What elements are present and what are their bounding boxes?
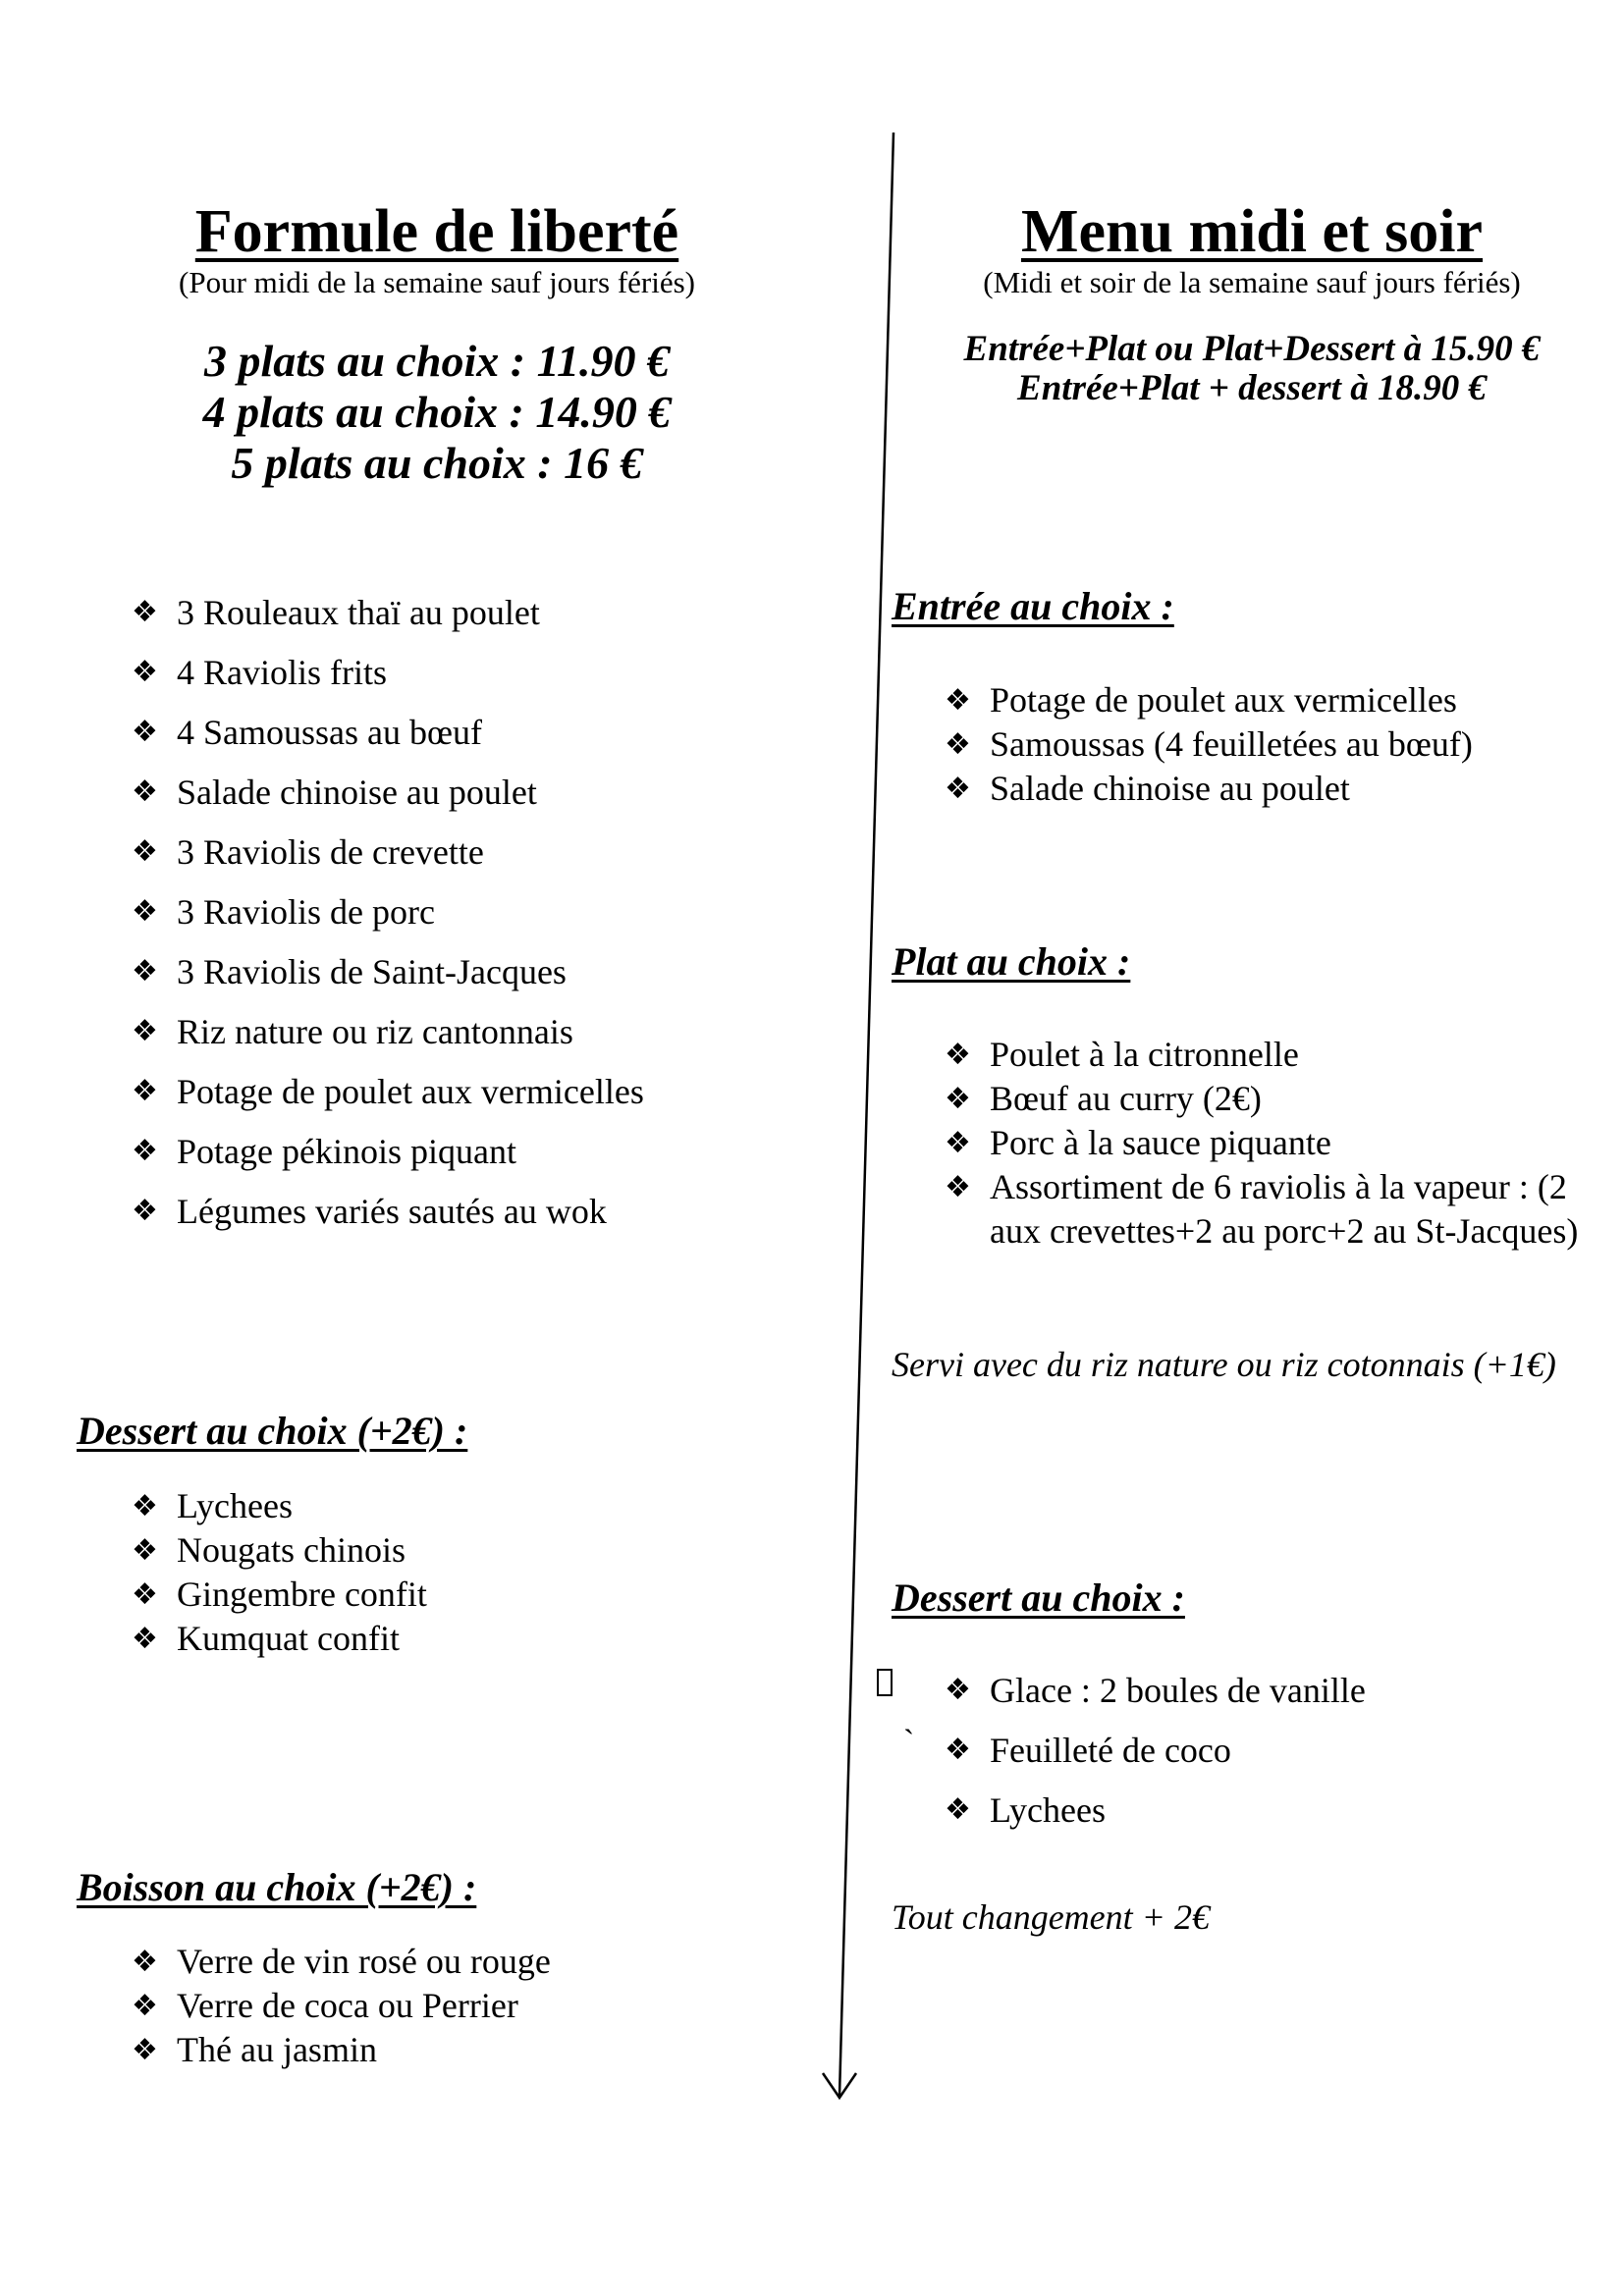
- bullet-icon: ❖: [132, 655, 158, 689]
- list-item: ❖ Kumquat confit: [132, 1617, 427, 1661]
- left-title: Formule de liberté: [194, 198, 679, 265]
- list-item: ❖ Salade chinoise au poulet: [945, 767, 1473, 811]
- bullet-icon: ❖: [132, 1577, 158, 1612]
- right-dessert-list: [945, 1671, 1366, 1850]
- bullet-icon: ❖: [132, 774, 158, 809]
- list-item: ❖ Riz nature ou riz cantonnais: [132, 1012, 573, 1051]
- bullet-icon: ❖: [132, 1194, 158, 1228]
- bullet-icon: ❖: [132, 1014, 158, 1048]
- list-item: ❖ Légumes variés sautés au wok: [132, 1192, 607, 1231]
- bullet-icon: ❖: [945, 683, 971, 718]
- list-item: ❖ Verre de vin rosé ou rouge: [132, 1940, 551, 1984]
- list-item: ❖ Samoussas (4 feuilletées au bœuf): [945, 722, 1473, 767]
- right-prices: [913, 330, 1591, 408]
- bullet-icon: ❖: [945, 1733, 971, 1767]
- bullet-icon: ❖: [132, 1134, 158, 1168]
- right-dessert-heading: Dessert au choix :: [892, 1575, 1185, 1620]
- left-dessert-list: [132, 1484, 427, 1661]
- list-item: ❖ Porc à la sauce piquante: [945, 1121, 1593, 1165]
- left-boisson-heading: Boisson au choix (+2€) :: [77, 1865, 477, 1909]
- bullet-icon: ❖: [945, 1792, 971, 1827]
- price-line: 3 plats au choix : 11.90 €: [203, 336, 671, 386]
- left-boisson-list: [132, 1940, 551, 2072]
- bullet-icon: ❖: [132, 1489, 158, 1523]
- bullet-icon: ❖: [132, 954, 158, 988]
- left-menu-list: [132, 593, 644, 1252]
- list-item: ❖ Bœuf au curry (2€): [945, 1077, 1593, 1121]
- bullet-icon: ❖: [945, 1673, 971, 1707]
- bullet-icon: ❖: [945, 1170, 971, 1204]
- price-line: Entrée+Plat + dessert à 18.90 €: [1017, 368, 1487, 408]
- list-item: ❖ Verre de coca ou Perrier: [132, 1984, 551, 2028]
- bullet-icon: ❖: [132, 834, 158, 869]
- list-item: ❖ Poulet à la citronnelle: [945, 1033, 1593, 1077]
- right-subtitle: (Midi et soir de la semaine sauf jours fériés): [983, 265, 1521, 299]
- list-item: ❖ Potage de poulet aux vermicelles: [945, 678, 1473, 722]
- list-item: ❖ Lychees: [132, 1484, 427, 1528]
- list-item: ❖ Lychees: [945, 1790, 1106, 1830]
- bullet-icon: ❖: [132, 894, 158, 929]
- right-plat-note: Servi avec du riz nature ou riz cotonnais (+1€): [892, 1345, 1556, 1384]
- list-item: ❖ 3 Raviolis de crevette: [132, 832, 484, 872]
- list-item: ❖ Nougats chinois: [132, 1528, 427, 1573]
- bullet-icon: ❖: [132, 1989, 158, 2023]
- stray-mark: `: [903, 1724, 915, 1760]
- list-item: ❖ Feuilleté de coco: [945, 1731, 1231, 1770]
- right-entree-heading: Entrée au choix :: [892, 584, 1174, 628]
- bullet-icon: ❖: [945, 727, 971, 762]
- right-title: Menu midi et soir: [1020, 198, 1484, 265]
- list-item: ❖ Assortiment de 6 raviolis à la vapeur : (2 aux crevettes+2 au porc+2 au St-Jacques): [945, 1167, 1579, 1251]
- right-entree-list: [945, 678, 1473, 811]
- bullet-icon: ❖: [945, 1082, 971, 1116]
- bullet-icon: ❖: [945, 1038, 971, 1072]
- right-plat-heading: Plat au choix :: [892, 939, 1131, 984]
- right-plat-list: [945, 1033, 1593, 1254]
- list-item: ❖ Potage pékinois piquant: [132, 1132, 516, 1171]
- bullet-icon: ❖: [132, 595, 158, 629]
- bullet-icon: ❖: [132, 1074, 158, 1108]
- left-subtitle: (Pour midi de la semaine sauf jours fériés): [179, 265, 695, 299]
- list-item: ❖ 4 Samoussas au bœuf: [132, 713, 482, 752]
- bullet-icon: ❖: [132, 1622, 158, 1656]
- price-line: 5 plats au choix : 16 €: [231, 438, 643, 488]
- bullet-icon: ❖: [132, 715, 158, 749]
- bullet-icon: ❖: [945, 772, 971, 806]
- list-item: ❖ Gingembre confit: [132, 1573, 427, 1617]
- left-prices: [98, 336, 776, 489]
- bullet-icon: ❖: [132, 1533, 158, 1568]
- bullet-icon: ❖: [945, 1126, 971, 1160]
- right-dessert-note: Tout changement + 2€: [892, 1897, 1210, 1937]
- left-dessert-heading: Dessert au choix (+2€) :: [77, 1409, 468, 1453]
- placeholder-box-icon: [877, 1669, 893, 1696]
- bullet-icon: ❖: [132, 2033, 158, 2067]
- list-item: ❖ 3 Rouleaux thaï au poulet: [132, 593, 540, 632]
- list-item: ❖ 4 Raviolis frits: [132, 653, 387, 692]
- list-item: ❖ Glace : 2 boules de vanille: [945, 1671, 1366, 1710]
- list-item: ❖ 3 Raviolis de Saint-Jacques: [132, 952, 567, 991]
- list-item: ❖ Salade chinoise au poulet: [132, 773, 537, 812]
- price-line: 4 plats au choix : 14.90 €: [202, 387, 672, 437]
- list-item: ❖ 3 Raviolis de porc: [132, 892, 435, 932]
- bullet-icon: ❖: [132, 1945, 158, 1979]
- list-item: ❖ Thé au jasmin: [132, 2028, 551, 2072]
- price-line: Entrée+Plat ou Plat+Dessert à 15.90 €: [963, 329, 1541, 369]
- list-item: ❖ Potage de poulet aux vermicelles: [132, 1072, 644, 1111]
